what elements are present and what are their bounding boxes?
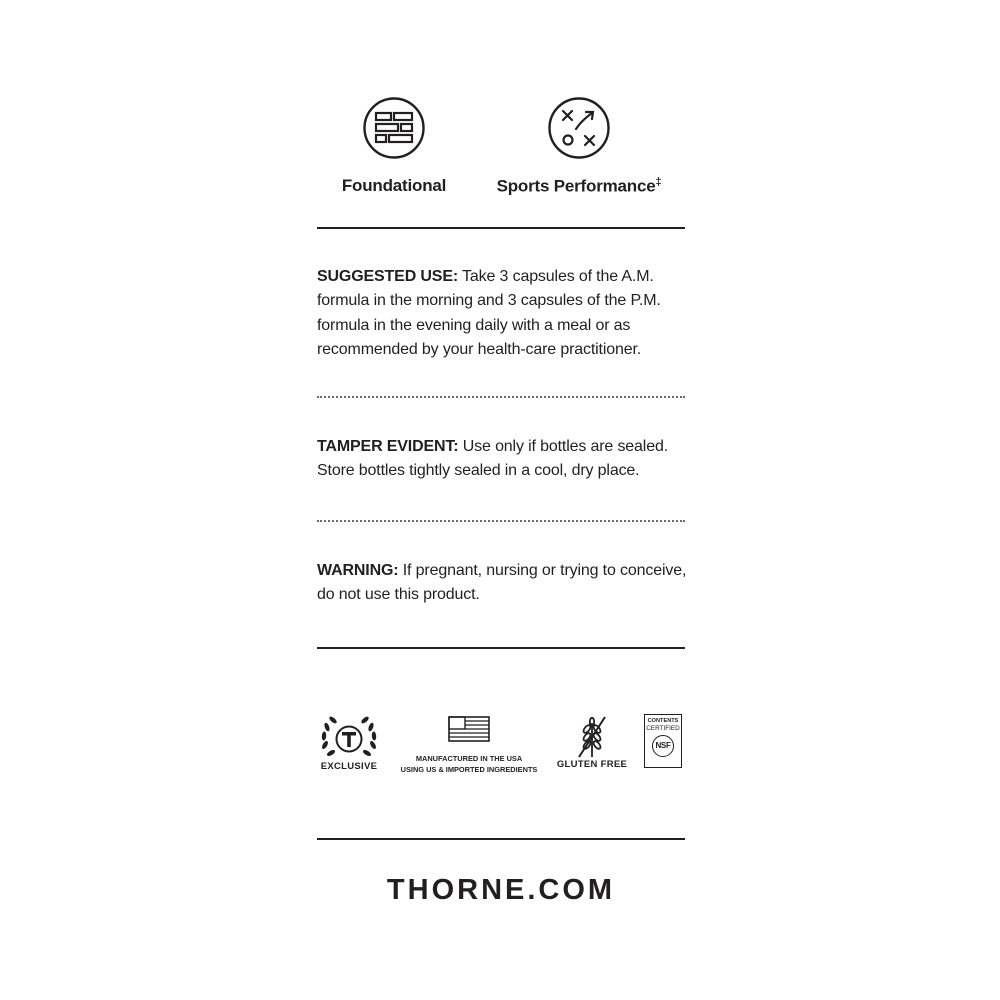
nsf-line2: CERTIFIED [646, 724, 680, 732]
bricks-icon [363, 97, 425, 159]
suggested-use-section [317, 265, 689, 362]
section-text: Use only if bottles are sealed. Store bottles tightly sealed in a cool, dry place. [317, 438, 669, 480]
divider [317, 647, 685, 649]
section-heading: WARNING: [317, 562, 399, 579]
wheat-crossed-icon [575, 715, 609, 759]
category-label: Sports Performance‡ [496, 176, 662, 196]
product-label-panel [317, 0, 685, 1000]
gluten-free-badge [556, 715, 628, 770]
playbook-icon [548, 97, 610, 159]
category-label: Foundational [341, 176, 447, 195]
badge-label: EXCLUSIVE [320, 761, 378, 772]
usa-badge [395, 716, 543, 775]
divider [317, 227, 685, 229]
section-text: If pregnant, nursing or trying to conceive, do not use this product. [317, 562, 687, 604]
dotted-divider [317, 520, 685, 522]
badge-label: GLUTEN FREE [556, 759, 628, 770]
category-sports-performance [479, 97, 679, 197]
us-flag-icon [448, 716, 490, 742]
nsf-seal-icon [644, 714, 682, 768]
dotted-divider [317, 396, 685, 398]
badge-label-line1: MANUFACTURED IN THE USA [415, 754, 523, 763]
website-url[interactable]: THORNE.COM [386, 874, 616, 906]
tamper-evident-section [317, 435, 689, 484]
badge-label-line2: USING US & IMPORTED INGREDIENTS [400, 765, 538, 774]
nsf-mark: NSF [652, 735, 674, 757]
divider [317, 838, 685, 840]
nsf-line1: CONTENTS [647, 718, 679, 724]
section-heading: TAMPER EVIDENT: [317, 438, 459, 455]
footnote-mark: ‡ [655, 176, 662, 188]
laurel-t-icon [318, 715, 380, 761]
nsf-certified-badge [642, 714, 684, 768]
section-text: Take 3 capsules of the A.M. formula in the morning and 3 capsules of the P.M. formula in the evening daily with a meal or as recommended by your health-care practitioner. [317, 268, 661, 358]
section-heading: SUGGESTED USE: [317, 268, 459, 285]
exclusive-badge [317, 715, 381, 772]
category-foundational [294, 97, 494, 196]
warning-section [317, 559, 689, 608]
